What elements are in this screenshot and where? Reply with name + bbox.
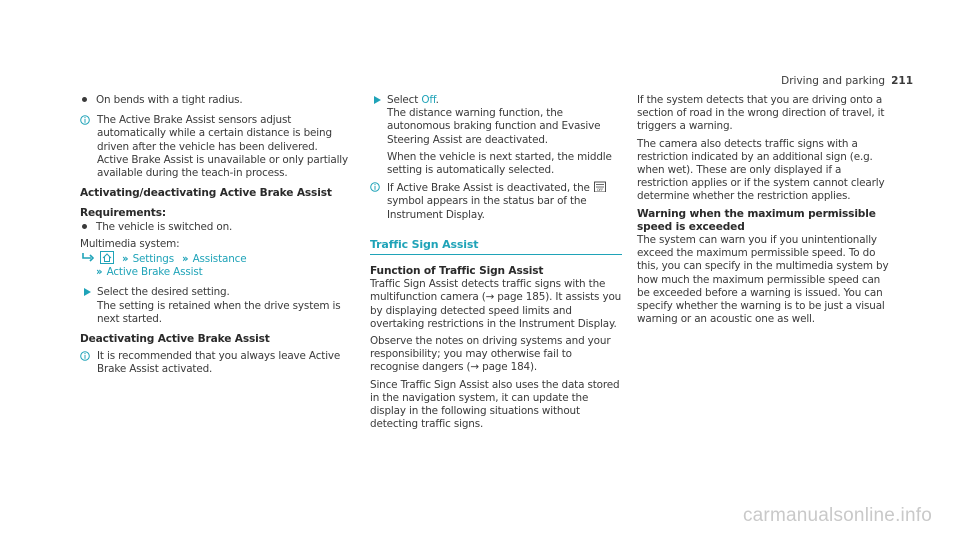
chevron-icon: ›› bbox=[96, 266, 101, 279]
watermark: carmanualsonline.info bbox=[742, 505, 932, 526]
svg-text:OFF: OFF bbox=[596, 188, 604, 193]
multimedia-label: Multimedia system: bbox=[80, 237, 180, 250]
heading-deactivating: Deactivating Active Brake Assist bbox=[80, 333, 270, 346]
off-option[interactable]: Off bbox=[421, 94, 436, 106]
paragraph: The system can warn you if you unintentionally exceed the maximum permissible speed. To do this, you can specify in the multimedia system by how much the maximum permissible speed can be exceeded before a warning is issued. You can specify whether the warning is to be just a visual warning or an acoustic one as well. bbox=[637, 234, 889, 326]
step-item: Select the desired setting. The setting is retained when the drive system is next started. bbox=[80, 286, 352, 326]
paragraph: If the system detects that you are driving onto a section of road in the wrong direction of travel, it triggers a warning. bbox=[637, 94, 885, 133]
esp-off-symbol-icon bbox=[594, 181, 606, 192]
chevron-icon: ›› bbox=[182, 253, 187, 266]
list-item: The vehicle is switched on. bbox=[80, 221, 352, 234]
info-note: It is recommended that you always leave Active Brake Assist activated. bbox=[80, 350, 352, 376]
list-item: On bends with a tight radius. bbox=[80, 94, 352, 107]
menu-path-cont bbox=[80, 266, 352, 279]
info-note: The Active Brake Assist sensors adjust automatically while a certain distance is being driven after the vehicle has been delivered. Active Brake Assist is unavailable or only partially available during the teach-in process. bbox=[80, 114, 352, 180]
paragraph: The camera also detects traffic signs with a restriction indicated by an additional sign (e.g. when wet). These are only displayed if a restriction applies or if the system cannot clearly determine whether the restriction applies. bbox=[637, 137, 885, 203]
arrow-hook-icon bbox=[82, 252, 94, 262]
chevron-icon: ›› bbox=[122, 253, 127, 266]
paragraph: Since Traffic Sign Assist also uses the data stored in the navigation system, it can update the display in the following situations without detecting traffic signs. bbox=[370, 378, 620, 431]
bullet-dot bbox=[82, 224, 87, 229]
home-icon[interactable] bbox=[100, 251, 114, 264]
path-settings[interactable]: Settings bbox=[132, 253, 174, 266]
page-header bbox=[781, 75, 913, 87]
bullet-dot bbox=[82, 97, 87, 102]
column-1 bbox=[80, 94, 352, 377]
function-heading: Function of Traffic Sign Assist bbox=[370, 265, 544, 278]
step-followup: When the vehicle is next started, the middle setting is automatically selected. bbox=[387, 150, 612, 177]
info-icon bbox=[80, 351, 90, 361]
info-note: If Active Brake Assist is deactivated, the OFF symbol appears in the status bar of the Instrument Display. bbox=[370, 181, 622, 222]
page-number: 211 bbox=[891, 75, 913, 87]
path-assistance[interactable]: Assistance bbox=[192, 253, 247, 266]
menu-path bbox=[80, 251, 352, 266]
column-2 bbox=[370, 94, 622, 431]
warning-heading: Warning when the maximum permissible speed is exceeded bbox=[637, 207, 876, 233]
info-icon bbox=[370, 182, 380, 192]
section-title: Traffic Sign Assist bbox=[370, 238, 622, 255]
info-icon bbox=[80, 115, 90, 125]
header-section: Driving and parking bbox=[781, 75, 886, 87]
column-3 bbox=[637, 94, 889, 326]
paragraph: Observe the notes on driving systems and your responsibility; you may otherwise fail to recognise dangers (→ page 184). bbox=[370, 335, 611, 374]
step-triangle-icon bbox=[84, 288, 91, 296]
step-item: Select Off. The distance warning function, the autonomous braking function and Evasive Steering Assist are deactivated. bbox=[370, 94, 622, 147]
heading-activating: Activating/deactivating Active Brake Assist bbox=[80, 187, 332, 200]
path-active-brake[interactable]: Active Brake Assist bbox=[106, 266, 203, 279]
paragraph: Traffic Sign Assist detects traffic signs with the multifunction camera (→ page 185). It assists you by displaying detected speed limits and overtaking restrictions in the Instrument Display. bbox=[370, 278, 622, 330]
step-triangle-icon bbox=[374, 96, 381, 104]
requirements-label: Requirements: bbox=[80, 207, 166, 220]
